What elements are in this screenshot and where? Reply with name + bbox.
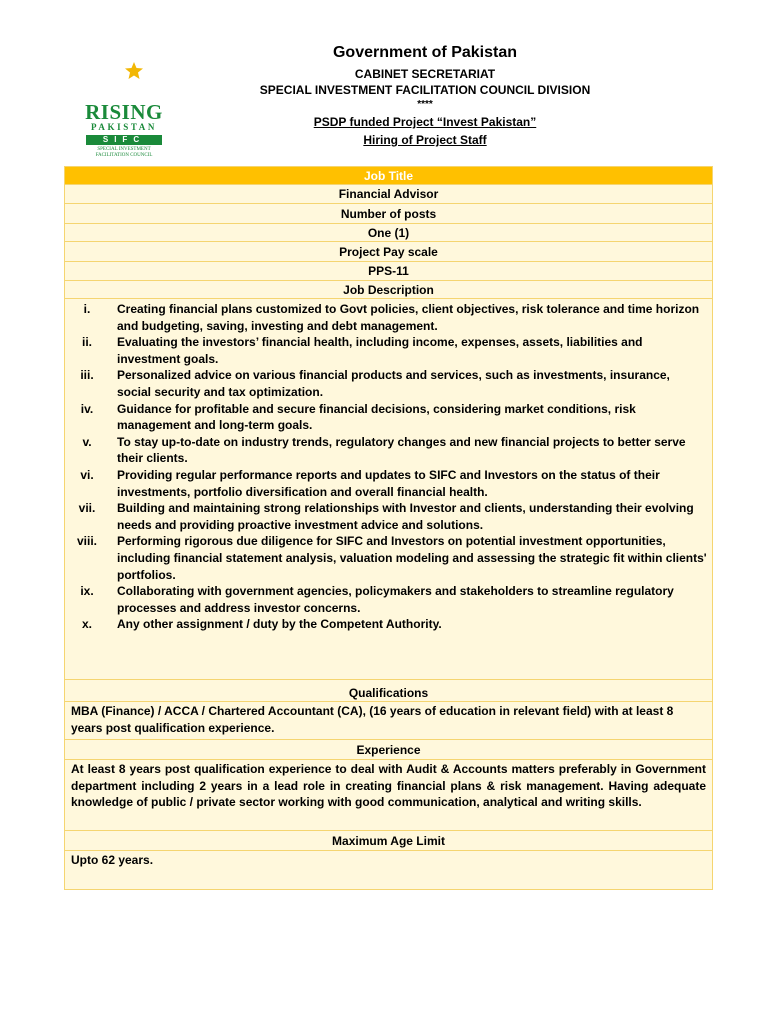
description-item-text: Performing rigorous due diligence for SIFC and Investors on potential investment opportunities, including financial statement analysis, valuation modeling and assessing the strategic fit within clients' portfolios. <box>117 534 707 582</box>
sifc-logo <box>78 56 170 156</box>
description-item-number: x. <box>81 617 92 632</box>
description-item-text: Any other assignment / duty by the Competent Authority. <box>117 617 442 632</box>
description-item <box>65 500 712 533</box>
payscale-value: PPS-11 <box>65 262 712 281</box>
description-item <box>65 616 712 633</box>
qualifications-label: Qualifications <box>65 680 712 702</box>
description-item <box>65 434 712 467</box>
description-item <box>65 533 712 583</box>
description-item-text: Building and maintaining strong relationships with Investor and clients, understanding their evolving needs and providing proactive investment advice and solutions. <box>117 501 694 532</box>
description-item <box>65 334 712 367</box>
description-item-number: i. <box>83 302 91 316</box>
description-item <box>65 367 712 400</box>
experience-label: Experience <box>65 740 712 760</box>
description-item-text: Providing regular performance reports and updates to SIFC and Investors on the status of their investments, portfolio diversification and overall financial health. <box>117 467 660 499</box>
description-item <box>65 583 712 616</box>
description-item-number: viii. <box>76 534 97 549</box>
description-item <box>65 401 712 434</box>
header-project: PSDP funded Project “Invest Pakistan” <box>313 115 537 129</box>
posts-value: One (1) <box>65 224 712 242</box>
age-limit-text: Upto 62 years. <box>65 851 712 889</box>
payscale-label: Project Pay scale <box>65 242 712 262</box>
header-stars: **** <box>417 99 433 110</box>
crescent-star-icon <box>78 56 170 102</box>
logo-rising-text: RISING <box>85 100 163 124</box>
qualifications-text: MBA (Finance) / ACCA / Chartered Accountant (CA), (16 years of education in relevant field) with at least 8 years post qualification experience. <box>65 702 712 740</box>
description-item-number: ix. <box>80 584 94 599</box>
description-item-number: vii. <box>78 501 96 516</box>
description-item <box>65 301 712 334</box>
description-item-number: vi. <box>80 467 94 482</box>
description-item-text: Collaborating with government agencies, policymakers and stakeholders to streamline regulatory processes and address investor concerns. <box>117 584 674 615</box>
logo-sifc-bar: SIFC <box>86 135 162 145</box>
logo-subtitle-1: SPECIAL INVESTMENT <box>97 147 151 152</box>
description-item-text: Evaluating the investors’ financial health, including income, expenses, assets, liabilities and investment goals. <box>117 335 643 366</box>
header-government: Government of Pakistan <box>332 44 518 61</box>
description-item-text: To stay up-to-date on industry trends, regulatory changes and new financial projects to better serve their clients. <box>117 434 686 466</box>
description-item <box>65 467 712 500</box>
description-item-number: ii. <box>81 335 92 350</box>
description-item-number: iv. <box>80 401 94 416</box>
job-title-value: Financial Advisor <box>65 185 712 204</box>
header-hiring: Hiring of Project Staff <box>363 133 487 147</box>
header-cabinet: CABINET SECRETARIAT <box>354 67 496 81</box>
experience-text: At least 8 years post qualification experience to deal with Audit & Accounts matters preferably in Government department including 2 years in a lead role in creating financial plans & risk management. Having adequate knowledge of public / private sector working with good communication, analytical and writing skills. <box>65 760 712 831</box>
description-item-number: v. <box>82 434 92 449</box>
description-item-text: Guidance for profitable and secure financial decisions, considering market conditions, risk management and long-term goals. <box>117 401 636 433</box>
job-title-label: Job Title <box>65 167 712 185</box>
description-cell <box>65 299 712 680</box>
logo-pakistan-text: PAKISTAN <box>91 122 157 132</box>
description-item-text: Creating financial plans customized to Govt policies, client objectives, risk tolerance and time horizon and budgeting, saving, investing and debt management. <box>117 302 700 333</box>
description-label: Job Description <box>65 281 712 299</box>
logo-subtitle-2: FACILITATION COUNCIL <box>95 153 153 158</box>
description-list <box>65 301 712 633</box>
job-table <box>64 166 713 890</box>
posts-label: Number of posts <box>65 204 712 224</box>
description-item-number: iii. <box>80 368 94 383</box>
age-limit-label: Maximum Age Limit <box>65 831 712 851</box>
description-item-text: Personalized advice on various financial products and services, such as investments, insurance, social security and tax optimization. <box>117 368 670 399</box>
header-division: SPECIAL INVESTMENT FACILITATION COUNCIL DIVISION <box>259 83 591 97</box>
